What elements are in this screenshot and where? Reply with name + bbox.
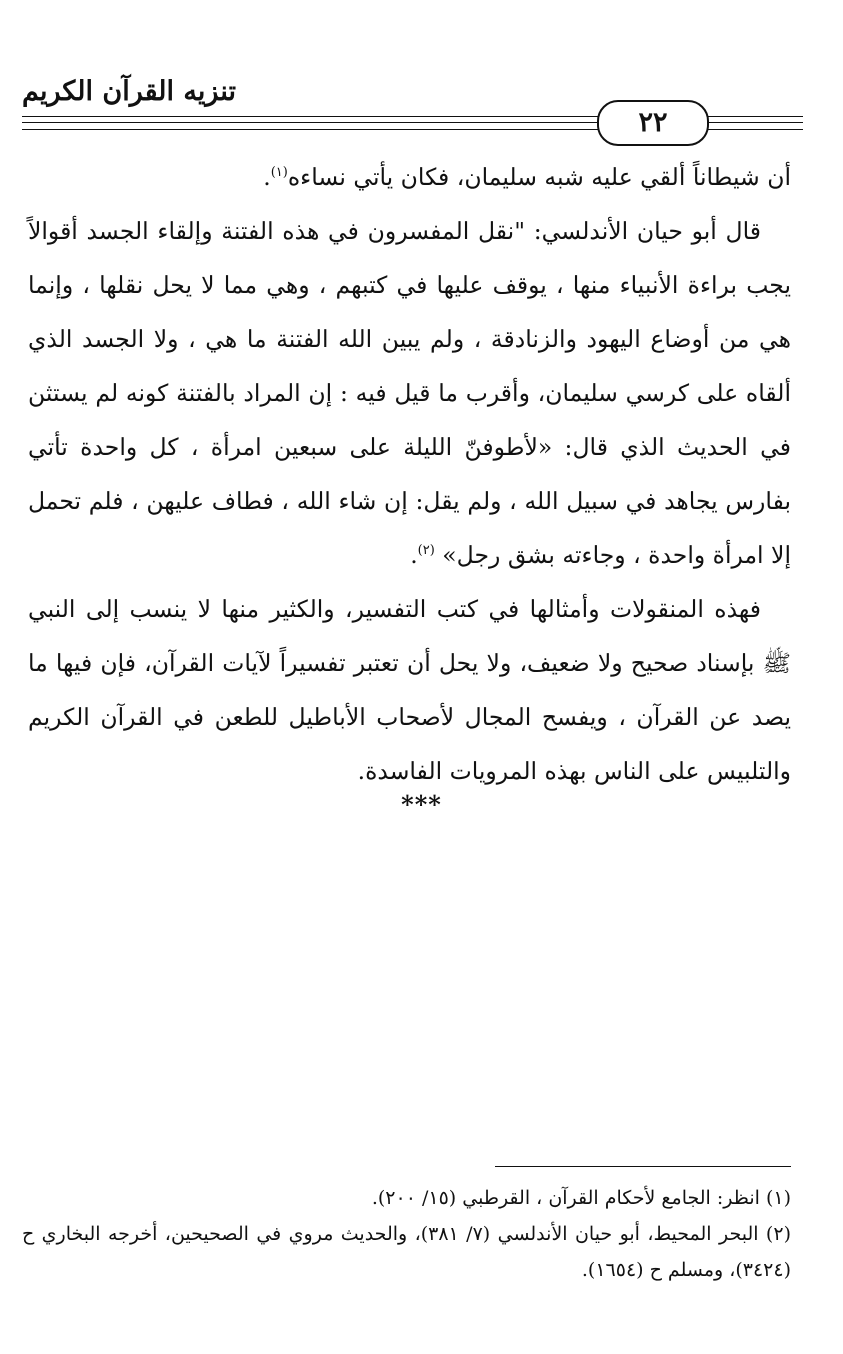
body-text: [28, 150, 791, 798]
paragraph-text: فهذه المنقولات وأمثالها في كتب التفسير، والكثير منها لا ينسب إلى النبي ﷺ بإسناد صحيح ولا ضعيف، ولا يحل أن تعتبر تفسيراً لآيات القرآن، فإن فيها ما يصد عن القرآن ، ويفسح المجال لأصحاب الأباطيل للطعن في القرآن الكريم والتلبيس على الناس بهذه المرويات الفاسدة.: [28, 595, 791, 785]
paragraph: [28, 204, 791, 582]
paragraph-end: .: [263, 163, 271, 191]
paragraph-end: .: [410, 541, 418, 569]
page-header: [22, 72, 803, 152]
footnote: (٢) البحر المحيط، أبو حيان الأندلسي (٧/ ٣٨١)، والحديث مروي في الصحيحين، أخرجه البخاري ح (٣٤٢٤)، ومسلم ح (١٦٥٤).: [22, 1223, 791, 1281]
footnote-divider: [495, 1166, 791, 1167]
footnote-reference: (١): [270, 165, 288, 181]
section-separator: ***: [401, 790, 442, 819]
footnotes: [22, 1180, 791, 1288]
page-number: ٢٢: [597, 100, 709, 146]
paragraph: [28, 582, 791, 798]
paragraph-text: أن شيطاناً ألقي عليه شبه سليمان، فكان يأتي نساءه: [287, 163, 791, 191]
paragraph-text: قال أبو حيان الأندلسي: "نقل المفسرون في هذه الفتنة وإلقاء الجسد أقوالاً يجب براءة الأنبياء منها ، يوقف عليها في كتبهم ، وهي مما لا يحل نقلها ، وإنما هي من أوضاع اليهود والزنادقة ، ولم يبين الله الفتنة ما هي ، ولا الجسد الذي ألقاه على كرسي سليمان، وأقرب ما قيل فيه : إن المراد بالفتنة كونه لم يستثن في الحديث الذي قال: «لأطوفنّ الليلة على سبعين امرأة ، كل واحدة تأتي بفارس يجاهد في سبيل الله ، ولم يقل: إن شاء الله ، فطاف عليهن ، فلم تحمل إلا امرأة واحدة ، وجاءته بشق رجل»: [28, 217, 791, 569]
footnote: (١) انظر: الجامع لأحكام القرآن ، القرطبي (١٥/ ٢٠٠).: [371, 1187, 791, 1209]
paragraph: [28, 150, 791, 204]
footnote-reference: (٢): [417, 543, 435, 559]
running-title: تنزيه القرآن الكريم: [22, 76, 236, 107]
